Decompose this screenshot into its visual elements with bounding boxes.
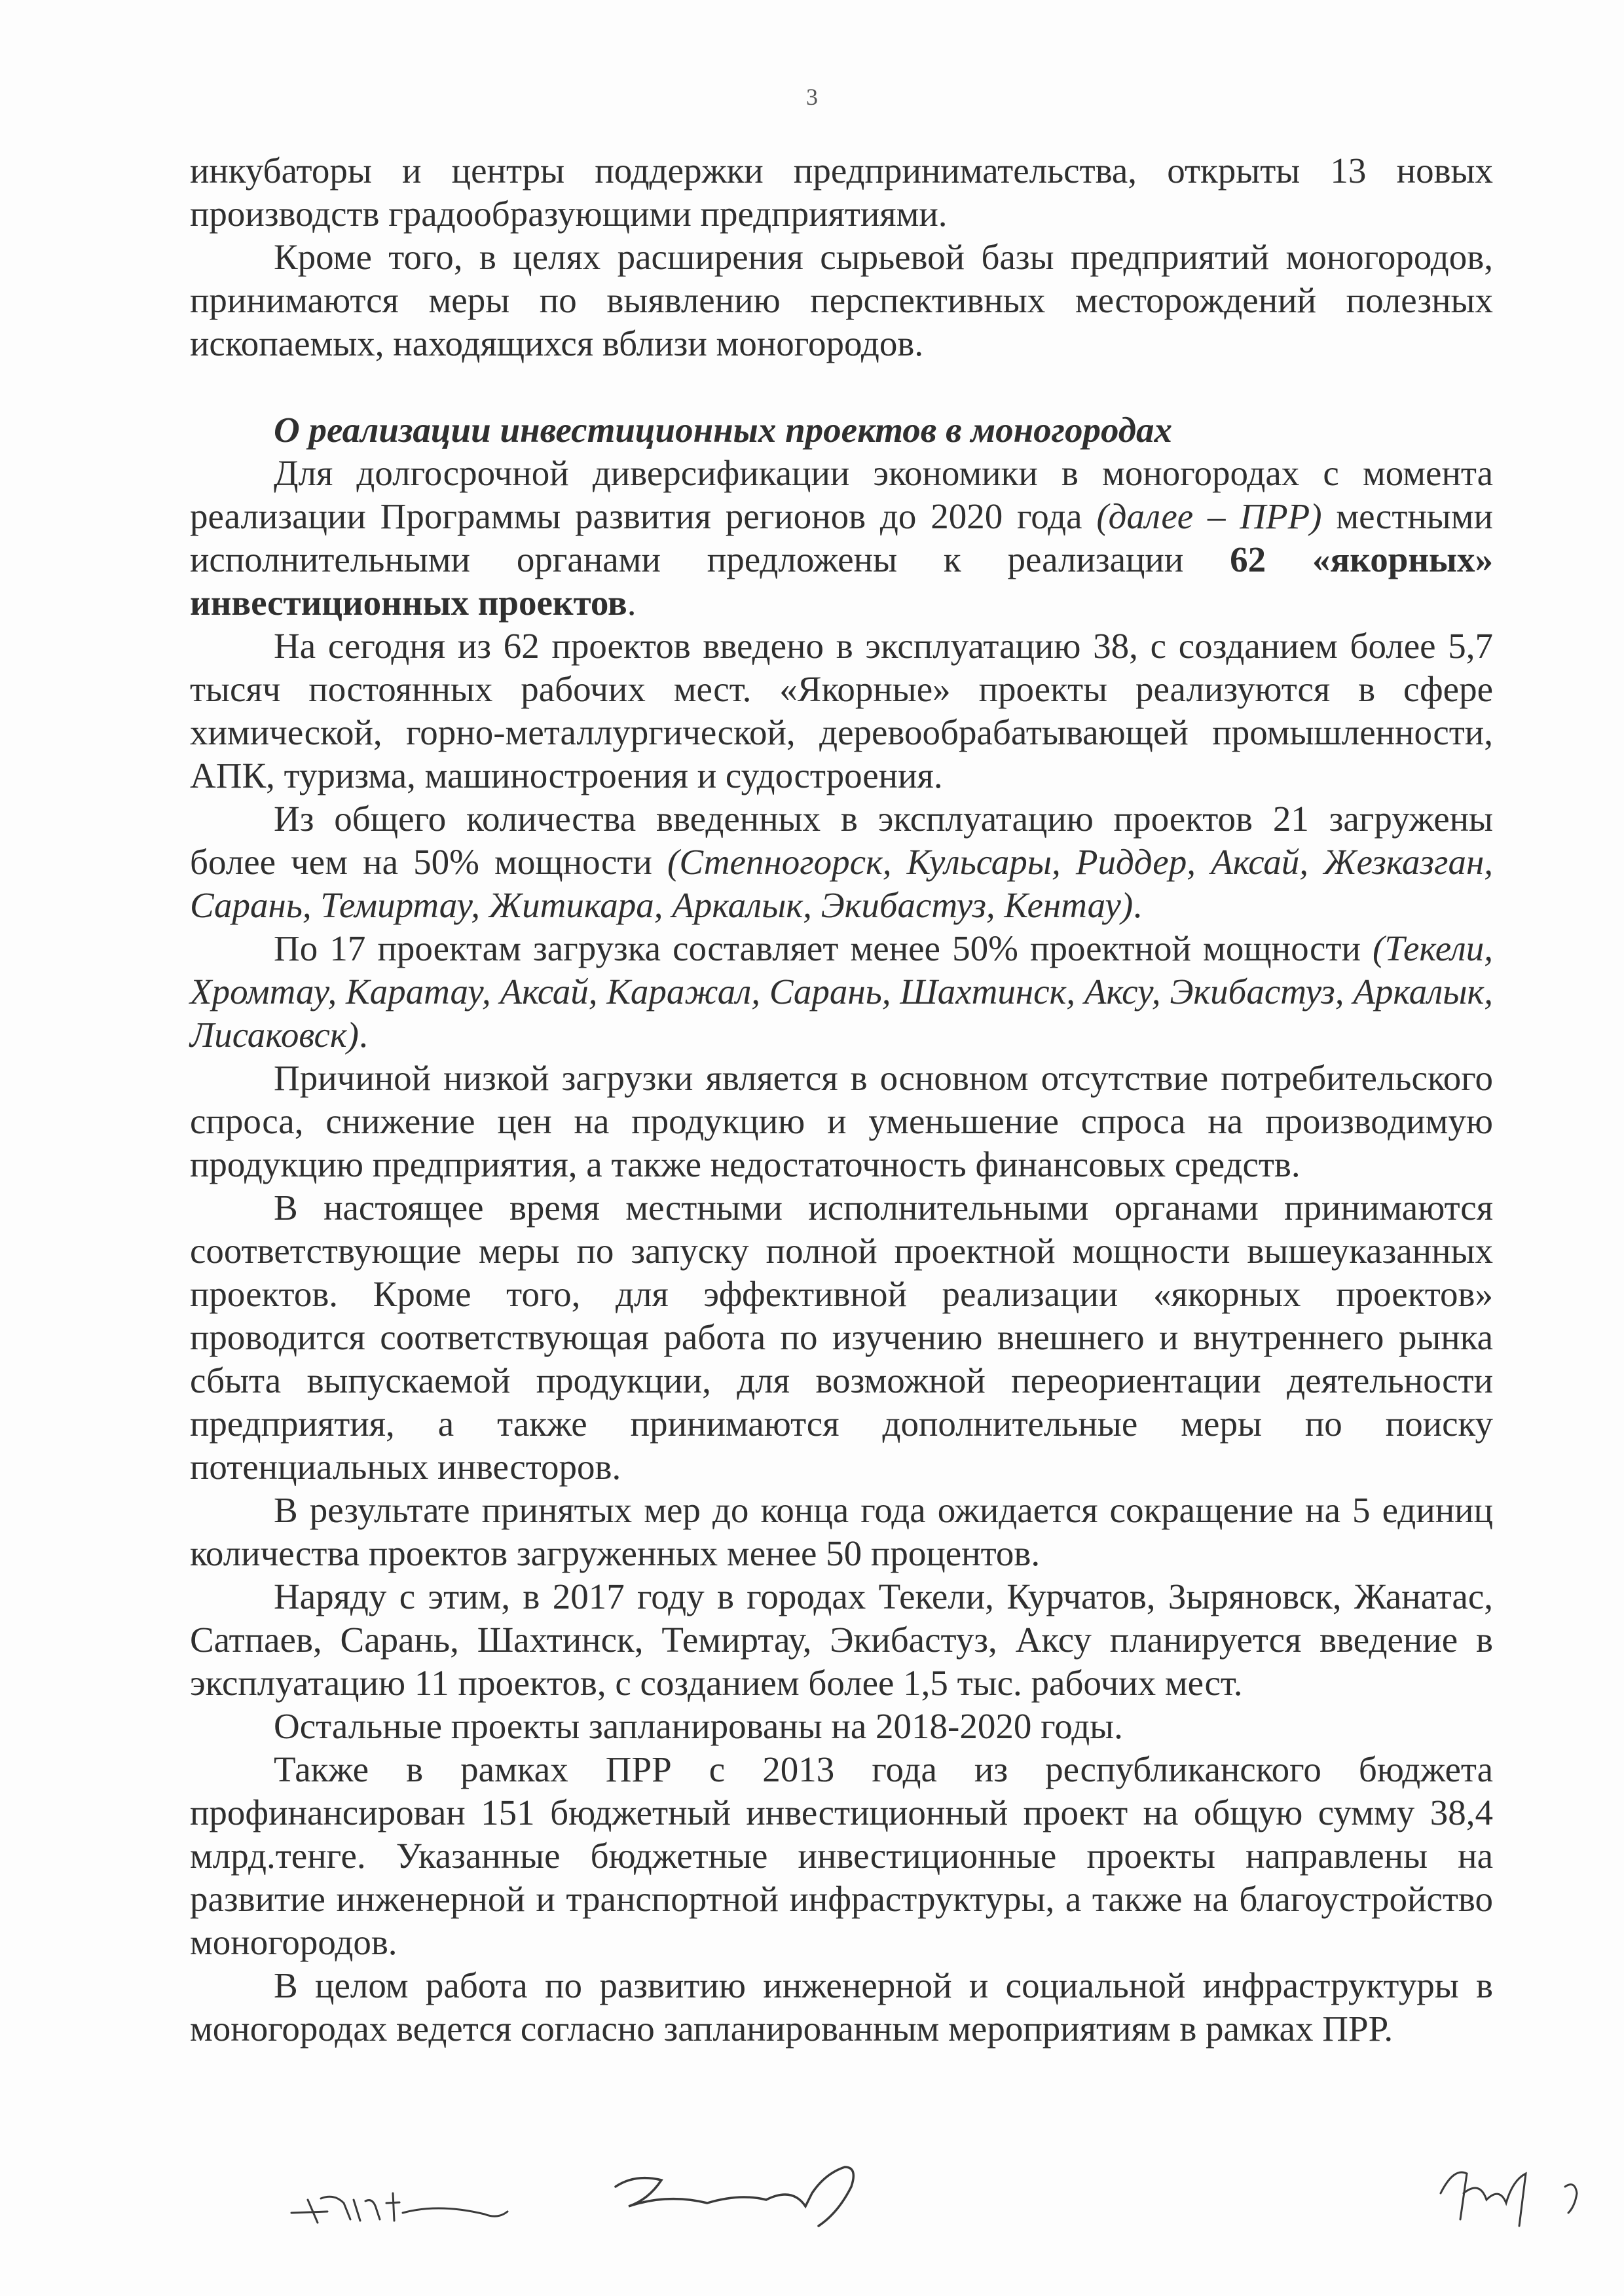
paragraph-commissioned: На сегодня из 62 проектов введено в эксплуатацию 38, с созданием более 5,7 тысяч постоянных рабочих мест. «Якорные» проекты реализуются в сфере химической, горно-металлургической, деревообрабатывающей промышленности, АПК, туризма, машиностроения и судостроения. (190, 626, 1493, 795)
paragraph-loaded-over-50 (190, 797, 1493, 927)
signature-1 (288, 2174, 511, 2232)
document-body (190, 149, 1493, 2050)
paragraph-raw-materials: Кроме того, в целях расширения сырьевой базы предприятий моногородов, принимаются меры по выявлению перспективных месторождений полезных ископаемых, находящихся вблизи моногородов. (190, 237, 1493, 363)
paragraph-spacer (190, 365, 1493, 409)
paragraph-low-load-reason: Причиной низкой загрузки является в основном отсутствие потребительского спроса, снижение цен на продукцию и уменьшение спроса на производимую продукцию предприятия, а также недостаточность финансовых средств. (190, 1058, 1493, 1184)
text-run: По 17 проектам загрузка составляет менее 50% проектной мощности (274, 928, 1373, 968)
text-run-italic: (далее – ПРР) (1096, 496, 1322, 536)
paragraph-continuation: инкубаторы и центры поддержки предпринимательства, открыты 13 новых производств градообразующими предприятиями. (190, 151, 1493, 234)
paragraph-measures: В настоящее время местными исполнительными органами принимаются соответствующие меры по запуску полной проектной мощности вышеуказанных проектов. Кроме того, для эффективной реализации «якорных проектов» проводится соответствующая работа по изучению внешнего и внутреннего рынка сбыта выпускаемой продукции, для возможной переориентации деятельности предприятия, а также принимаются дополнительные меры по поиску потенциальных инвесторов. (190, 1188, 1493, 1487)
text-run: . (627, 583, 637, 623)
text-run: местными исполнительными органами предложены к реализации (190, 496, 1493, 579)
page-number: 3 (806, 84, 818, 110)
text-run: . (358, 1015, 368, 1055)
text-run: Из общего количества введенных в эксплуатацию проектов 21 загружены более чем на 50% мощности (190, 799, 1493, 882)
signatures-row (0, 2147, 1624, 2278)
text-run: Для долгосрочной диверсификации экономики в моногородах с момента реализации Программы развития регионов до 2020 года (190, 453, 1493, 536)
paragraph-budget-financing: Также в рамках ПРР с 2013 года из республиканского бюджета профинансирован 151 бюджетный инвестиционный проект на общую сумму 38,4 млрд.тенге. Указанные бюджетные инвестиционные проекты направлены на развитие инженерной и транспортной инфраструктуры, а также на благоустройство моногородов. (190, 1749, 1493, 1962)
paragraph-expected-result: В результате принятых мер до конца года ожидается сокращение на 5 единиц количества проектов загруженных менее 50 процентов. (190, 1490, 1493, 1573)
signature-3 (1434, 2154, 1604, 2232)
paragraph-conclusion: В целом работа по развитию инженерной и социальной инфраструктуры в моногородах ведется согласно запланированным мероприятиям в рамках ПРР. (190, 1965, 1493, 2049)
text-run-bold: 62 «якорных» инвестиционных проектов (190, 539, 1493, 623)
signature-2 (609, 2147, 884, 2232)
paragraph-2017-plans: Наряду с этим, в 2017 году в городах Текели, Курчатов, Зыряновск, Жанатас, Сатпаев, Сарань, Шахтинск, Темиртау, Экибастуз, Аксу планируется введение в эксплуатацию 11 проектов, с созданием более 1,5 тыс. рабочих мест. (190, 1576, 1493, 1703)
text-run-italic: (Текели, Хромтау, Каратау, Аксай, Каражал, Сарань, Шахтинск, Аксу, Экибастуз, Аркалык, Лисаковск) (190, 928, 1493, 1055)
text-run-italic: (Степногорск, Кульсары, Риддер, Аксай, Жезказган, Сарань, Темиртау, Житикара, Аркалык, Экибастуз, Кентау) (190, 842, 1494, 925)
paragraph-loaded-under-50 (190, 927, 1493, 1057)
text-run: . (1133, 885, 1142, 925)
section-heading: О реализации инвестиционных проектов в моногородах (274, 410, 1173, 450)
paragraph-2018-2020: Остальные проекты запланированы на 2018-2020 годы. (274, 1706, 1123, 1746)
paragraph-anchor-projects (190, 452, 1493, 625)
